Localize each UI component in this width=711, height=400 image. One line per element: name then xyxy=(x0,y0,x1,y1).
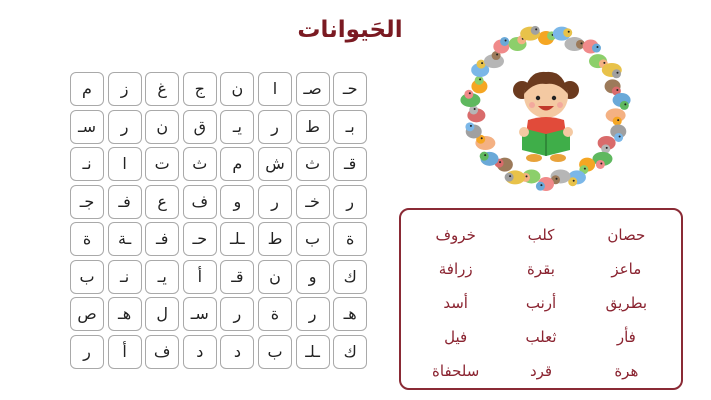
grid-cell[interactable]: ر xyxy=(220,297,254,331)
grid-cell[interactable]: فـ xyxy=(145,222,179,256)
deer-icon xyxy=(484,51,504,68)
grid-cell[interactable]: سـ xyxy=(183,297,217,331)
word-item: أرنب xyxy=(525,294,557,312)
grid-cell[interactable]: د xyxy=(220,335,254,369)
fish-icon xyxy=(465,122,481,138)
grid-cell[interactable]: ة xyxy=(258,297,292,331)
word-item: حصان xyxy=(607,226,646,244)
girl-reading-icon xyxy=(513,72,579,162)
word-item: فأر xyxy=(616,328,636,346)
grid-cell[interactable]: غ xyxy=(145,72,179,106)
letter-grid xyxy=(70,72,367,369)
page-title: الحَيوانات xyxy=(297,17,403,43)
word-list-box xyxy=(399,208,683,390)
grid-cell[interactable]: ر xyxy=(70,335,104,369)
grid-cell[interactable]: حـ xyxy=(333,72,367,106)
grid-cell[interactable]: ك xyxy=(333,260,367,294)
grid-cell[interactable]: صـ xyxy=(296,72,330,106)
grid-cell[interactable]: فـ xyxy=(108,185,142,219)
grid-cell[interactable]: م xyxy=(70,72,104,106)
grid-cell[interactable]: ن xyxy=(220,72,254,106)
grid-cell[interactable]: ا xyxy=(108,147,142,181)
grid-cell[interactable]: ف xyxy=(183,185,217,219)
grid-cell[interactable]: ن xyxy=(258,260,292,294)
grid-cell[interactable]: ل xyxy=(145,297,179,331)
grid-cell[interactable]: ع xyxy=(145,185,179,219)
grid-cell[interactable]: ب xyxy=(296,222,330,256)
word-item: كلب xyxy=(527,226,555,244)
cat-icon xyxy=(520,26,540,41)
grid-cell[interactable]: قـ xyxy=(220,260,254,294)
word-item: ماعز xyxy=(611,260,642,278)
cow-icon xyxy=(583,40,601,54)
grid-cell[interactable]: سـ xyxy=(70,110,104,144)
crab-icon xyxy=(568,170,586,186)
grid-cell[interactable]: نـ xyxy=(70,147,104,181)
grid-cell[interactable]: نـ xyxy=(108,260,142,294)
grid-cell[interactable]: ف xyxy=(145,335,179,369)
grid-cell[interactable]: ر xyxy=(258,185,292,219)
grid-cell[interactable]: ث xyxy=(296,147,330,181)
grid-cell[interactable]: ا xyxy=(258,72,292,106)
rabbit-icon xyxy=(598,136,616,153)
word-item: هرة xyxy=(614,362,639,380)
cow-icon xyxy=(505,170,525,184)
animal-ring-illustration xyxy=(458,20,634,196)
word-item: زرافة xyxy=(438,260,473,278)
grid-cell[interactable]: ب xyxy=(258,335,292,369)
grid-cell[interactable]: ـة xyxy=(108,222,142,256)
word-item: بقرة xyxy=(527,260,555,278)
grid-cell[interactable]: ر xyxy=(296,297,330,331)
grid-cell[interactable]: ـلـ xyxy=(296,335,330,369)
grid-cell[interactable]: ر xyxy=(258,110,292,144)
grid-cell[interactable]: أ xyxy=(183,260,217,294)
grid-cell[interactable]: ر xyxy=(108,110,142,144)
penguin-icon xyxy=(480,152,499,166)
grid-cell[interactable]: ة xyxy=(333,222,367,256)
grid-cell[interactable]: ر xyxy=(333,185,367,219)
word-list xyxy=(401,210,681,388)
grid-cell[interactable]: ث xyxy=(183,147,217,181)
grid-cell[interactable]: ش xyxy=(258,147,292,181)
grid-cell[interactable]: و xyxy=(296,260,330,294)
grid-cell[interactable]: يـ xyxy=(220,110,254,144)
grid-cell[interactable]: ة xyxy=(70,222,104,256)
grid-cell[interactable]: م xyxy=(220,147,254,181)
grid-cell[interactable]: ب xyxy=(70,260,104,294)
octopus-icon xyxy=(467,105,485,122)
grid-cell[interactable]: خـ xyxy=(296,185,330,219)
grid-cell[interactable]: جـ xyxy=(70,185,104,219)
grid-cell[interactable]: يـ xyxy=(145,260,179,294)
grid-cell[interactable]: قـ xyxy=(333,147,367,181)
word-item: قرد xyxy=(529,362,553,380)
grid-cell[interactable]: هـ xyxy=(108,297,142,331)
word-item: فيل xyxy=(444,328,468,346)
rabbit-icon xyxy=(471,76,487,93)
grid-cell[interactable]: ـلـ xyxy=(220,222,254,256)
grid-cell[interactable]: حـ xyxy=(183,222,217,256)
grid-cell[interactable]: ك xyxy=(333,335,367,369)
goat-icon xyxy=(592,152,612,169)
crocodile-icon xyxy=(605,79,621,95)
grid-cell[interactable]: د xyxy=(183,335,217,369)
pig-icon xyxy=(564,37,584,51)
grid-cell[interactable]: ت xyxy=(145,147,179,181)
word-item: ثعلب xyxy=(525,328,557,346)
word-item: خروف xyxy=(435,226,476,244)
grid-cell[interactable]: ز xyxy=(108,72,142,106)
grid-cell[interactable]: أ xyxy=(108,335,142,369)
grid-cell[interactable]: و xyxy=(220,185,254,219)
grid-cell[interactable]: ط xyxy=(258,222,292,256)
grid-cell[interactable]: ن xyxy=(145,110,179,144)
crab-icon xyxy=(493,37,509,54)
octopus-icon xyxy=(606,108,626,125)
grid-cell[interactable]: ق xyxy=(183,110,217,144)
grid-cell[interactable]: ص xyxy=(70,297,104,331)
grid-cell[interactable]: بـ xyxy=(333,110,367,144)
grid-cell[interactable]: هـ xyxy=(333,297,367,331)
penguin-icon xyxy=(602,63,622,78)
grid-cell[interactable]: ج xyxy=(183,72,217,106)
grid-cell[interactable]: ط xyxy=(296,110,330,144)
word-item: سلحفاة xyxy=(432,362,480,380)
word-item: بطريق xyxy=(605,294,648,312)
word-item: أسد xyxy=(443,294,468,312)
fish-icon xyxy=(613,93,631,110)
